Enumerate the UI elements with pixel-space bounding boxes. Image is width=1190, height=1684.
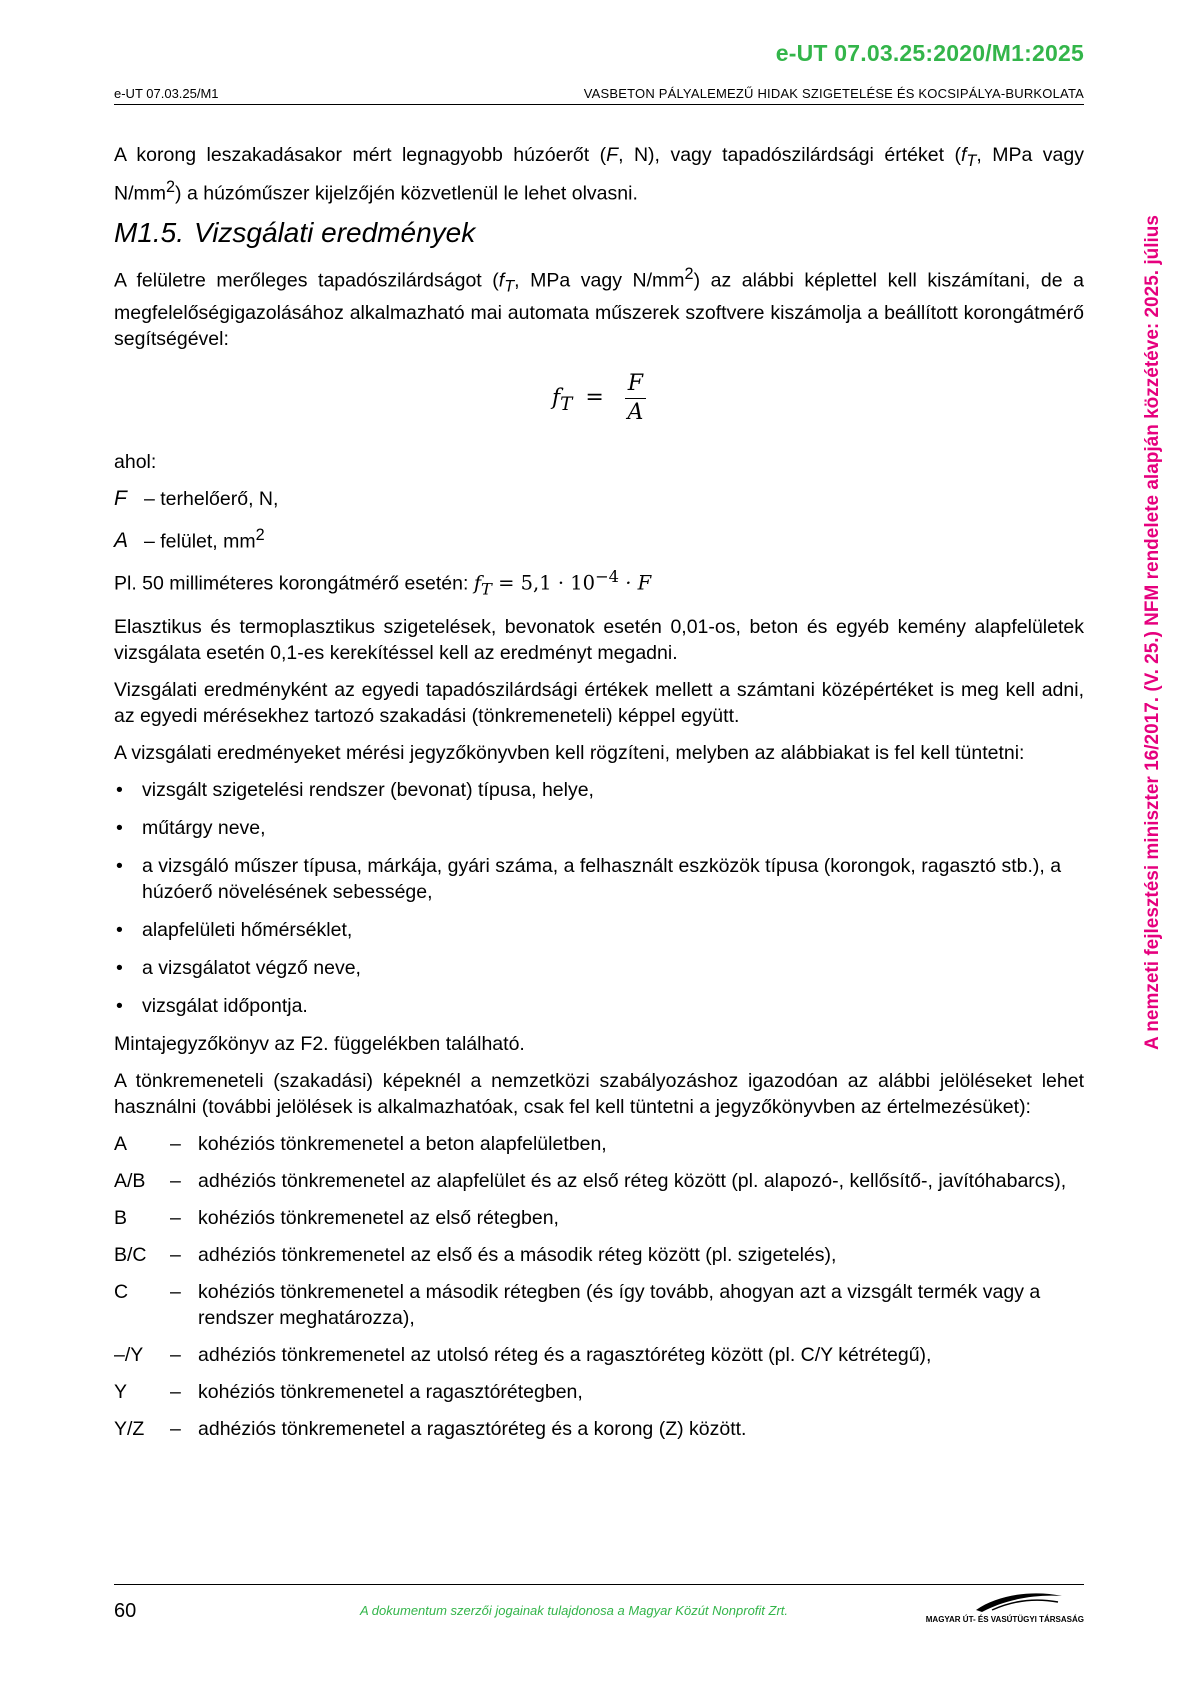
list-item: • vizsgált szigetelési rendszer (bevonat) típusa, helye, — [114, 777, 1084, 803]
failure-codes-intro: A tönkremeneteli (szakadási) képeknél a nemzetközi szabályozáshoz igazodóan az alábbi jelöléseket lehet használni (további jelölések is alkalmazhatóak, csak fel kell tüntetni a jegyzőkönyvben az értelmezésüket): — [114, 1069, 1084, 1118]
ahol-label: ahol: — [114, 450, 157, 473]
header-rule — [114, 104, 1084, 105]
society-logo: MAGYAR ÚT- ÉS VASÚTÜGYI TÁRSASÁG — [924, 1590, 1084, 1624]
formula-intro-paragraph: A felületre merőleges tapadószilárdságot ($f_T$, MPa vagy $N/mm^2$) az alábbi képlettel kell kiszámítani, de a megfelelőségigazolásához alkalmazható mai automata műszerek szoftvere kiszámolja a beállított korongátmérő segítségével: — [114, 265, 1084, 350]
logo-swoosh-icon — [974, 1590, 1064, 1612]
example-formula-line: Pl. 50 milliméteres korongátmérő esetén: $f_T = 5,1 \cdot 10^{-4} \cdot F$ — [114, 567, 652, 599]
code-row: Y – kohéziós tönkremenetel a ragasztórétegben, — [114, 1380, 583, 1403]
header-right: VASBETON PÁLYALEMEZŰ HIDAK SZIGETELÉSE ÉS KOCSIPÁLYA-BURKOLATA — [583, 86, 1084, 101]
list-item: • vizsgálat időpontja. — [114, 993, 1084, 1019]
results-paragraph: Vizsgálati eredményként az egyedi tapadószilárdsági értékek mellett a számtani középértéket is meg kell adni, az egyedi mérésekhez tartozó szakadási (tönkremeneteli) képpel együtt. — [114, 678, 1084, 727]
page-content — [114, 142, 1084, 1453]
intro-paragraph: A korong leszakadásakor mért legnagyobb húzóerőt (F, N), vagy tapadószilárdsági értéket ($f_T$, MPa vagy $N/mm^2$) a húzóműszer kijelzőjén közvetlenül le lehet olvasni. — [114, 144, 1084, 205]
document-code: e-UT 07.03.25:2020/M1:2025 — [775, 40, 1084, 66]
page-number: 60 — [114, 1600, 137, 1622]
code-row: Y/Z – adhéziós tönkremenetel a ragasztóréteg és a korong (Z) között. — [114, 1417, 747, 1440]
symbol-f-row: F – terhelőerő, N, — [114, 486, 279, 510]
protocol-items-list — [114, 777, 1084, 1019]
code-row: –/Y – adhéziós tönkremenetel az utolsó réteg és a ragasztóréteg között (pl. C/Y kétrétegű), — [114, 1343, 932, 1366]
footer-rule — [114, 1584, 1084, 1585]
list-item: • műtárgy neve, — [114, 815, 1084, 841]
formula: $f_T$ = $\frac{F}{A}$ — [114, 372, 1084, 425]
formula-fraction: $\frac{F}{A}$ — [625, 372, 646, 425]
code-row: B – kohéziós tönkremenetel az első rétegben, — [114, 1206, 559, 1229]
list-item: • a vizsgálatot végző neve, — [114, 955, 1084, 981]
sample-protocol-note: Mintajegyzőkönyv az F2. függelékben található. — [114, 1032, 525, 1055]
rounding-paragraph: Elasztikus és termoplasztikus szigetelések, bevonatok esetén 0,01-os, beton és egyéb kemény alapfelületek vizsgálata esetén 0,1-es kerekítéssel kell az eredményt megadni. — [114, 615, 1084, 664]
code-row: A/B – adhéziós tönkremenetel az alapfelület és az első réteg között (pl. alapozó-, kellősítő-, javítóhabarcs), — [114, 1169, 1067, 1192]
header-left: e-UT 07.03.25/M1 — [114, 86, 219, 101]
symbol-a-row: A – felület, $mm^2$ — [114, 525, 265, 553]
code-row: B/C – adhéziós tönkremenetel az első és a második réteg között (pl. szigetelés), — [114, 1243, 837, 1266]
section-heading: M1.5. Vizsgálati eredmények — [114, 217, 476, 249]
code-row: C – kohéziós tönkremenetel a második rétegben (és így tovább, ahogyan azt a vizsgált termék vagy a rendszer meghatározza), — [114, 1280, 1041, 1329]
copyright-note: A dokumentum szerzői jogainak tulajdonosa a Magyar Közút Nonprofit Zrt. — [360, 1603, 789, 1618]
side-publication-note: A nemzeti fejlesztési miniszter 16/2017. (V. 25.) NFM rendelete alapján közzétéve: 2025. július — [1142, 215, 1163, 1050]
protocol-paragraph: A vizsgálati eredményeket mérési jegyzőkönyvben kell rögzíteni, melyben az alábbiakat is fel kell tüntetni: — [114, 741, 1025, 764]
failure-codes-list — [114, 1131, 1084, 1442]
list-item: • a vizsgáló műszer típusa, márkája, gyári száma, a felhasznált eszközök típusa (korongok, ragasztó stb.), a húzóerő növelésének sebessége, — [114, 853, 1084, 905]
code-row: A – kohéziós tönkremenetel a beton alapfelületben, — [114, 1132, 607, 1155]
list-item: • alapfelületi hőmérséklet, — [114, 917, 1084, 943]
